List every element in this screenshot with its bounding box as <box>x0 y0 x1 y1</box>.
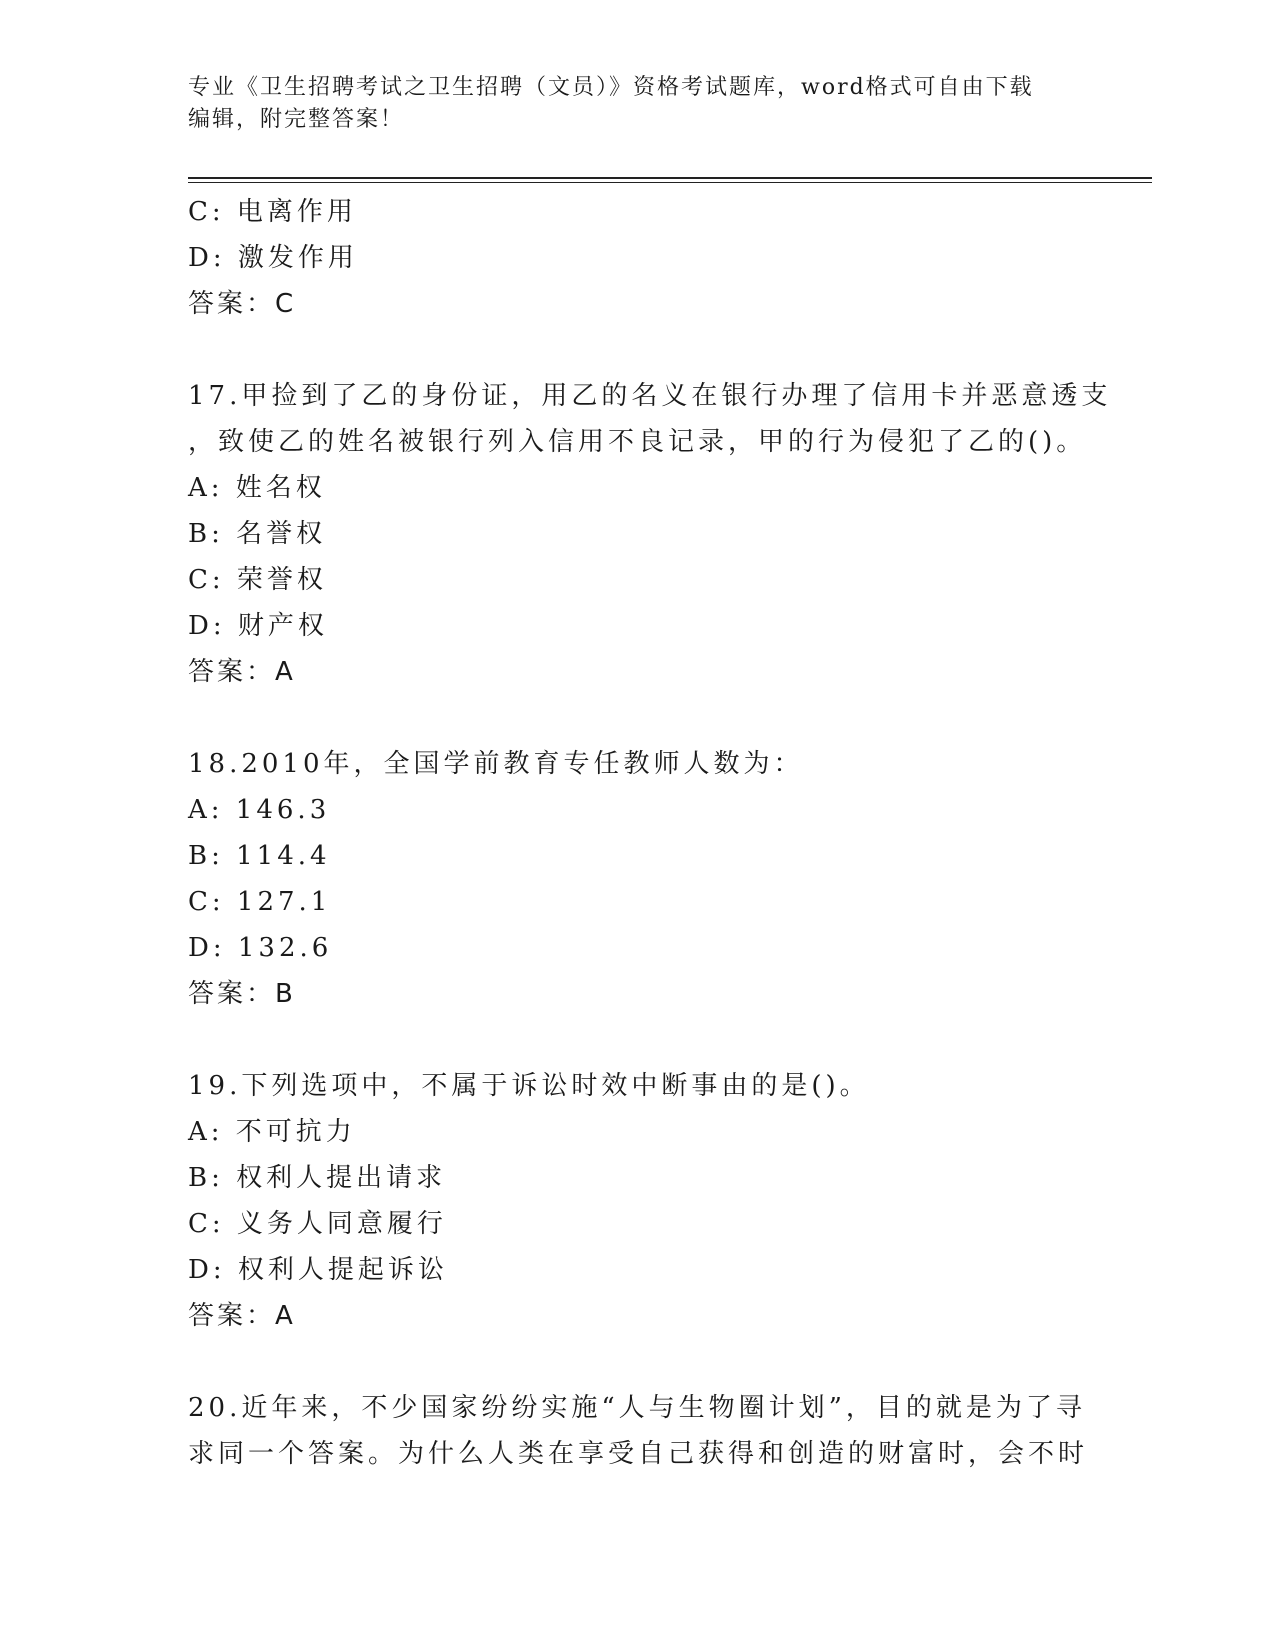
question-19 <box>188 1063 1088 1339</box>
answer-line: 答案：A <box>188 657 296 687</box>
question-stem: 20.近年来，不少国家纷纷实施“人与生物圈计划”，目的就是为了寻 <box>188 1393 1086 1423</box>
answer-line: 答案：C <box>188 289 297 319</box>
answer-line: 答案：B <box>188 979 296 1009</box>
question-stem: 18.2010年，全国学前教育专任教师人数为： <box>188 749 804 779</box>
answer-line: 答案：A <box>188 1301 296 1331</box>
question-18 <box>188 741 1088 1017</box>
question-20 <box>188 1385 1088 1477</box>
header-line-2: 编辑，附完整答案！ <box>188 107 405 132</box>
spacer <box>188 327 1088 373</box>
option-a: A: 146.3 <box>188 795 331 825</box>
header-divider-thin <box>188 182 1152 183</box>
question-stem-continued: ，致使乙的姓名被银行列入信用不良记录，甲的行为侵犯了乙的()。 <box>188 427 1087 457</box>
spacer <box>188 1339 1088 1385</box>
question-stem: 19.下列选项中，不属于诉讼时效中断事由的是()。 <box>188 1071 870 1101</box>
header-line-1: 专业《卫生招聘考试之卫生招聘（文员）》资格考试题库，word格式可自由下载 <box>188 75 1034 100</box>
question-list <box>188 189 1112 1477</box>
option-c: C: 127.1 <box>188 887 332 917</box>
option-d: D: 激发作用 <box>188 243 358 273</box>
question-stem: 17.甲捡到了乙的身份证，用乙的名义在银行办理了信用卡并恶意透支 <box>188 381 1112 411</box>
option-d: D: 财产权 <box>188 611 328 641</box>
option-a: A: 姓名权 <box>188 473 326 503</box>
question-stem-continued: 求同一个答案。为什么人类在享受自己获得和创造的财富时，会不时 <box>188 1439 1089 1469</box>
option-b: B: 名誉权 <box>188 519 327 549</box>
question-17 <box>188 373 1112 695</box>
option-a: A: 不可抗力 <box>188 1117 356 1147</box>
document-header <box>188 72 1088 136</box>
option-d: D: 权利人提起诉讼 <box>188 1255 448 1285</box>
option-c: C: 义务人同意履行 <box>188 1209 447 1239</box>
option-c: C: 电离作用 <box>188 197 357 227</box>
spacer <box>188 1017 1088 1063</box>
spacer <box>188 695 1088 741</box>
option-c: C: 荣誉权 <box>188 565 327 595</box>
option-d: D: 132.6 <box>188 933 333 963</box>
option-b: B: 114.4 <box>188 841 331 871</box>
option-b: B: 权利人提出请求 <box>188 1163 447 1193</box>
header-divider-thick <box>188 177 1152 179</box>
question-16-tail <box>188 189 1088 327</box>
